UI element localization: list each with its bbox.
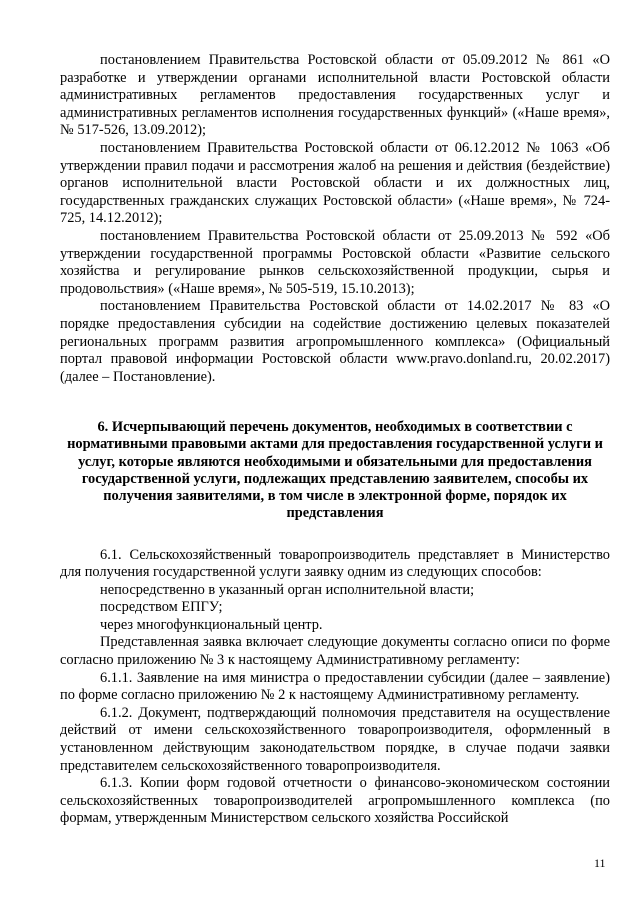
paragraph-application-contents: Представленная заявка включает следующие документы согласно описи по форме согласно приложению № 3 к настоящему Административному регламенту: xyxy=(60,634,610,669)
paragraph-resolution-83: постановлением Правительства Ростовской области от 14.02.2017 № 83 «О порядке предоставления субсидии на содействие достижению целевых показателей региональных программ развития агропромышленного комплекса» (Официальный портал правовой информации Ростовской области www.pravo.donland.ru, 20.02.2017) (далее – Постановление). xyxy=(60,298,610,385)
paragraph-resolution-592: постановлением Правительства Ростовской области от 25.09.2013 № 592 «Об утверждении государственной программы Ростовской области «Развитие сельского хозяйства и регулирование рынков сельскохозяйственной продукции, сырья и продовольствия» («Наше время», № 505-519, 15.10.2013); xyxy=(60,227,610,297)
section-heading: 6. Исчерпывающий перечень документов, необходимых в соответствии с нормативными правовыми актами для предоставления государственной услуги и услуг, которые являются необходимыми и обязательными для предоставления государственной услуги, подлежащих представлению заявителем, способы их получения заявителями, в том числе в электронной форме, порядок их представления xyxy=(67,419,603,522)
list-item-mfc: через многофункциональный центр. xyxy=(100,616,323,633)
page-number: 11 xyxy=(594,856,606,870)
list-item-directly: непосредственно в указанный орган исполнительной власти; xyxy=(100,581,475,598)
paragraph-6-1-3: 6.1.3. Копии форм годовой отчетности о финансово-экономическом состоянии сельскохозяйственных товаропроизводителей агропромышленного комплекса (по формам, утвержденным Министерством сельского хозяйства Российской xyxy=(60,775,610,827)
paragraph-6-1-2: 6.1.2. Документ, подтверждающий полномочия представителя на осуществление действий от имени сельскохозяйственного товаропроизводителя, оформленный в установленном действующим законодательством порядке, в случае подачи заявки представителем сельскохозяйственного товаропроизводителя. xyxy=(60,704,610,774)
paragraph-resolution-861: постановлением Правительства Ростовской области от 05.09.2012 № 861 «О разработке и утверждении органами исполнительной власти Ростовской области административных регламентов предоставления государственных услуг и административных регламентов исполнения государственных функций» («Наше время», № 517-526, 13.09.2012); xyxy=(60,52,610,139)
page-content xyxy=(60,52,610,828)
paragraph-6-1-1: 6.1.1. Заявление на имя министра о предоставлении субсидии (далее – заявление) по форме согласно приложению № 2 к настоящему Административному регламенту. xyxy=(60,669,610,704)
paragraph-6-1: 6.1. Сельскохозяйственный товаропроизводитель представляет в Министерство для получения государственной услуги заявку одним из следующих способов: xyxy=(60,546,610,581)
paragraph-resolution-1063: постановлением Правительства Ростовской области от 06.12.2012 № 1063 «Об утверждении правил подачи и рассмотрения жалоб на решения и действия (бездействие) органов исполнительной власти Ростовской области и их должностных лиц, государственных гражданских служащих Ростовской области» («Наше время», № 724-725, 14.12.2012); xyxy=(60,139,610,227)
list-item-epgu: посредством ЕПГУ; xyxy=(100,599,223,616)
